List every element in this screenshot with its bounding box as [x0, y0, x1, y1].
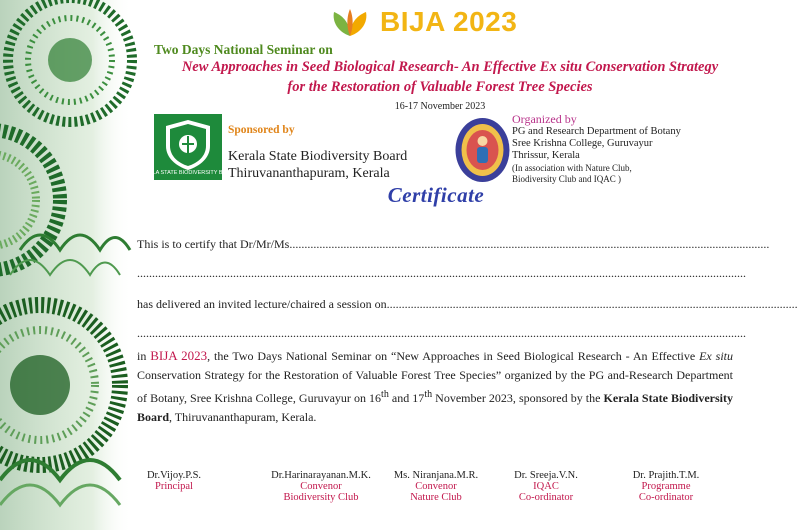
lecture-line: has delivered an invited lecture/chaired a session on......................................................................................................................................... — [137, 297, 798, 311]
signatory-iqac-coordinator: Dr. Sreeja.V.N. IQAC Co-ordinator — [514, 470, 578, 503]
signatory-biodiversity-convenor: Dr.Harinarayanan.M.K. Convenor Biodiversity Club — [271, 470, 371, 503]
signatory-principal: Dr.Vijoy.P.S. Principal — [146, 470, 202, 492]
certify-line: This is to certify that Dr/Mr/Ms................................................................................................................................................................ — [137, 237, 770, 251]
topic-blank-line: ........................................................................................................................................................................................................... — [137, 326, 746, 340]
signatory-nature-convenor: Ms. Niranjana.M.R. Convenor Nature Club — [393, 470, 479, 503]
seminar-label: Two Days National Seminar on — [154, 42, 333, 57]
certificate-heading: Certificate — [387, 183, 485, 207]
sponsor-name: Kerala State Biodiversity Board — [228, 149, 408, 164]
organized-by-label: Organized by — [512, 112, 577, 126]
organizer-college: Sree Krishna College, Guruvayur — [512, 138, 653, 149]
certificate-body-text: in BIJA 2023, the Two Days National Seminar on “New Approaches in Seed Biological Research - An Effective Ex situ Conservation Strategy for the Restoration of Valuable Forest Tree Species” organized by the PG and-Research Department of Botany, Sree Krishna College, Guruvayur on 16th and 17th November 2023, sponsored by the Kerala State Biodiversity Board, Thiruvananthapuram, Kerala. — [137, 348, 733, 424]
organizer-association-line2: Biodiversity Club and IQAC ) — [512, 174, 621, 184]
organizer-place: Thrissur, Kerala — [512, 150, 580, 161]
seminar-title-line2: for the Restoration of Valuable Forest Tree Species — [287, 79, 593, 95]
decorative-mandala-border — [0, 0, 132, 530]
sponsor-place: Thiruvananthapuram, Kerala — [228, 166, 390, 181]
ksbb-logo-icon — [137, 114, 239, 180]
seminar-title-line1: New Approaches in Seed Biological Research- An Effective Ex situ Conservation Strategy — [181, 59, 719, 75]
college-emblem-icon — [455, 117, 510, 183]
seminar-dates: 16-17 November 2023 — [394, 101, 486, 112]
sponsored-by-label: Sponsored by — [228, 124, 295, 136]
bija-leaf-logo-icon — [328, 8, 372, 38]
brand-title: BIJA 2023 — [380, 6, 518, 37]
organizer-association-line1: (In association with Nature Club, — [512, 163, 632, 173]
svg-text:KERALA STATE BIODIVERSITY BOAR: KERALA STATE BIODIVERSITY BOARD — [137, 170, 239, 176]
signatory-programme-coordinator: Dr. Prajith.T.M. Programme Co-ordinator — [632, 470, 700, 503]
organizer-dept: PG and Research Department of Botany — [512, 126, 681, 137]
name-blank-line: ........................................................................................................................................................................................................... — [137, 266, 746, 280]
